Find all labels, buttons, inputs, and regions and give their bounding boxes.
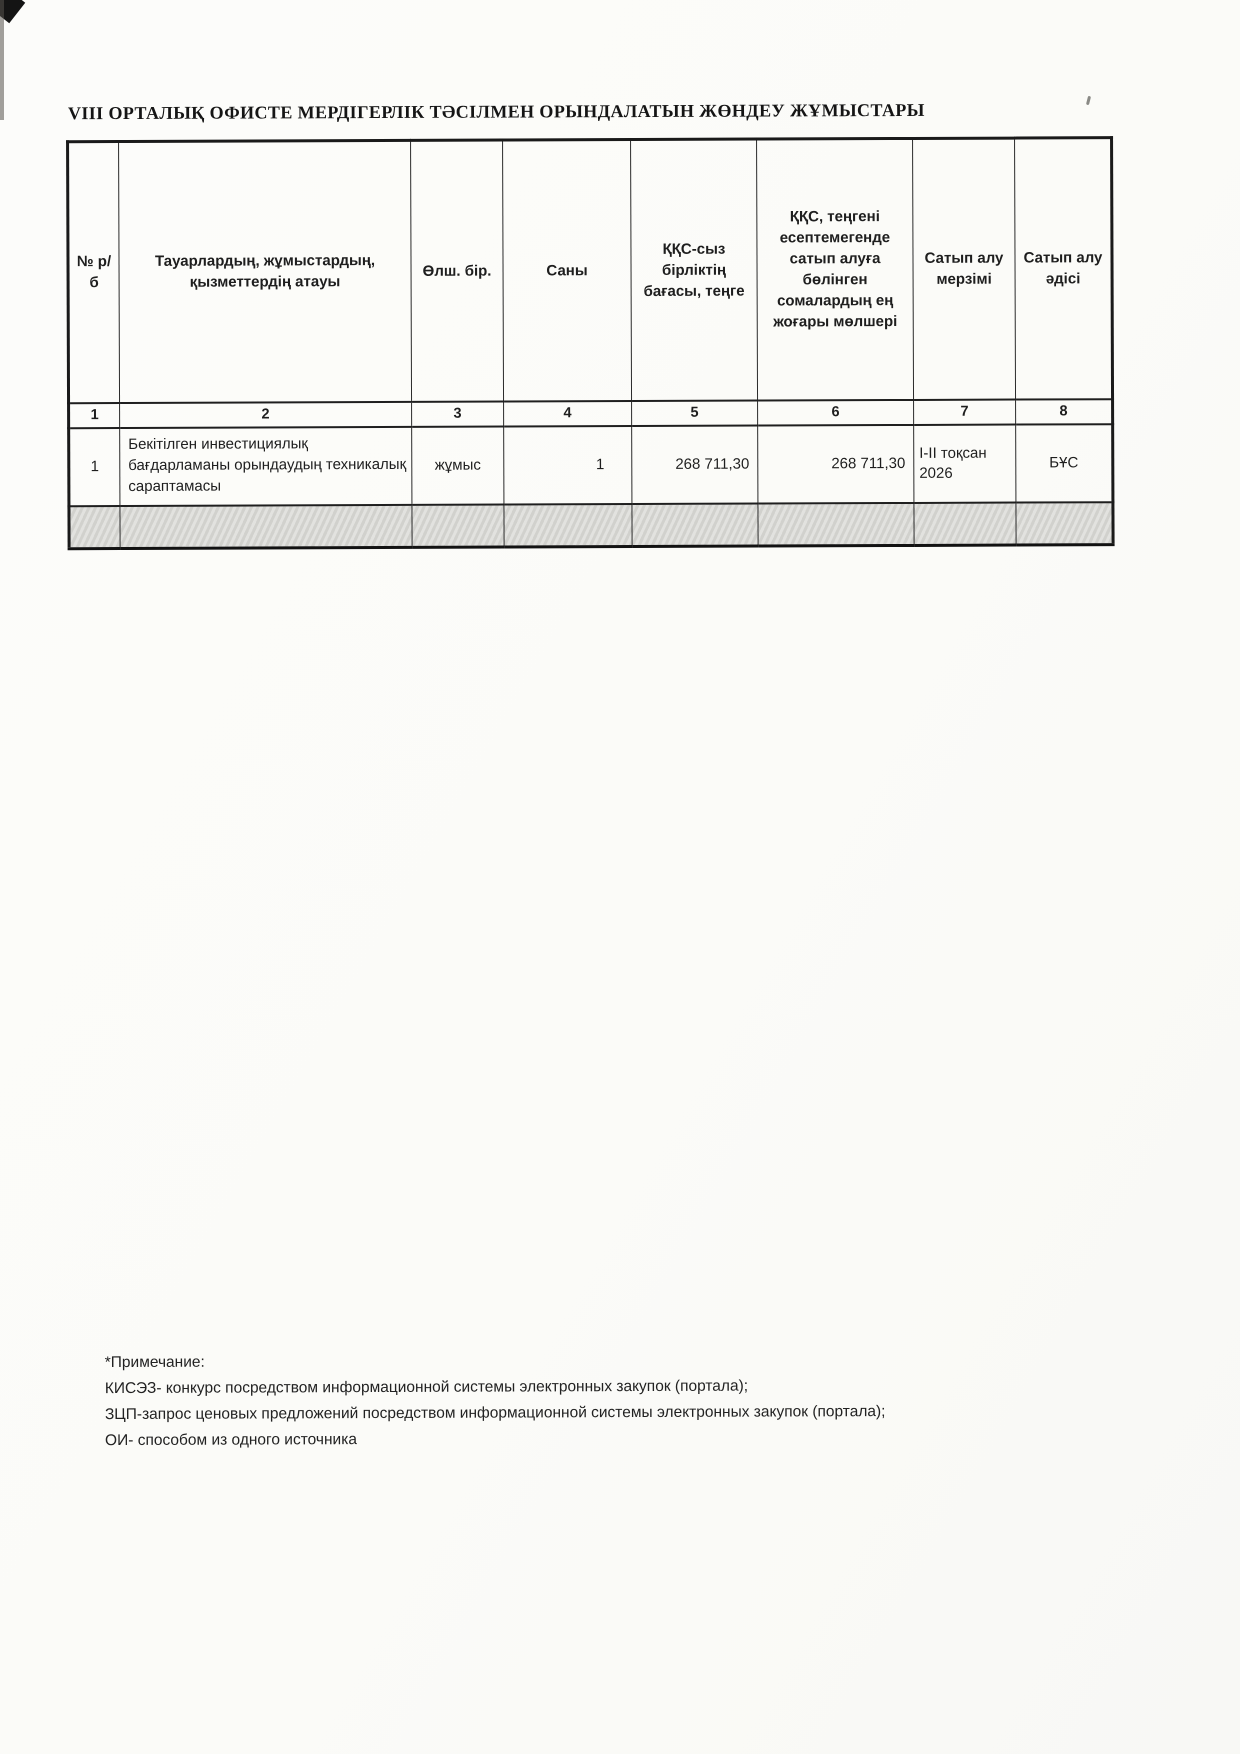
shaded-cell [412,504,504,547]
cell-row-number: 1 [69,428,120,506]
cell-item-name: Бекітілген инвестициялық бағдарламаны орындаудың техникалық сараптамасы [120,426,412,505]
header-name: Тауарлардың, жұмыстардың, қызметтердің атауы [119,140,412,402]
colnum-3: 3 [412,401,504,426]
colnum-4: 4 [504,401,632,426]
shaded-empty-row [69,502,1113,549]
colnum-7: 7 [914,399,1016,424]
shaded-cell [120,504,412,548]
colnum-5: 5 [632,400,758,425]
cell-method: БҰС [1016,424,1113,502]
procurement-table [66,136,1115,550]
header-unit: Өлш. бір. [411,140,504,401]
header-period: Сатып алу мерзімі [913,138,1016,399]
shaded-cell [914,502,1016,545]
shaded-cell [504,504,632,547]
header-qty: Саны [503,140,632,401]
cell-unit-price: 268 711,30 [632,425,758,503]
cell-quantity: 1 [504,426,632,504]
shaded-cell [758,502,914,546]
colnum-1: 1 [69,403,120,428]
cell-total-sum: 268 711,30 [758,424,914,503]
note-line: ОИ- способом из одного источника [104,1431,357,1450]
table-row [69,424,1113,506]
notes-title: *Примечание: [104,1353,205,1372]
colnum-6: 6 [758,399,914,425]
shaded-cell [632,503,758,546]
header-number: № р/б [68,142,120,403]
cell-period: I-II тоқсан 2026 [914,424,1016,502]
header-total-sum: ҚҚС, теңгені есептемегенде сатып алуға бөлінген сомалардың ең жоғары мөлшері [757,138,914,400]
colnum-8: 8 [1016,399,1113,424]
section-title: VIII ОРТАЛЫҚ ОФИСТЕ МЕРДІГЕРЛІК ТӘСІЛМЕН ОРЫНДАЛАТЫН ЖӨНДЕУ ЖҰМЫСТАРЫ [67,99,925,124]
colnum-2: 2 [120,401,412,427]
header-unit-price: ҚҚС-сыз бірліктің бағасы, теңге [631,139,758,400]
shaded-cell [1016,502,1113,545]
shaded-cell [69,506,120,549]
footnotes [105,1346,1085,1454]
table-header-row [68,138,1113,403]
cell-unit: жұмыс [412,426,504,504]
header-method: Сатып алу әдісі [1015,138,1113,399]
note-line: ЗЦП-запрос ценовых предложений посредством информационной системы электронных закупок (портала); [104,1403,886,1424]
note-line: КИСЭЗ- конкурс посредством информационной системы электронных закупок (портала); [104,1377,749,1398]
